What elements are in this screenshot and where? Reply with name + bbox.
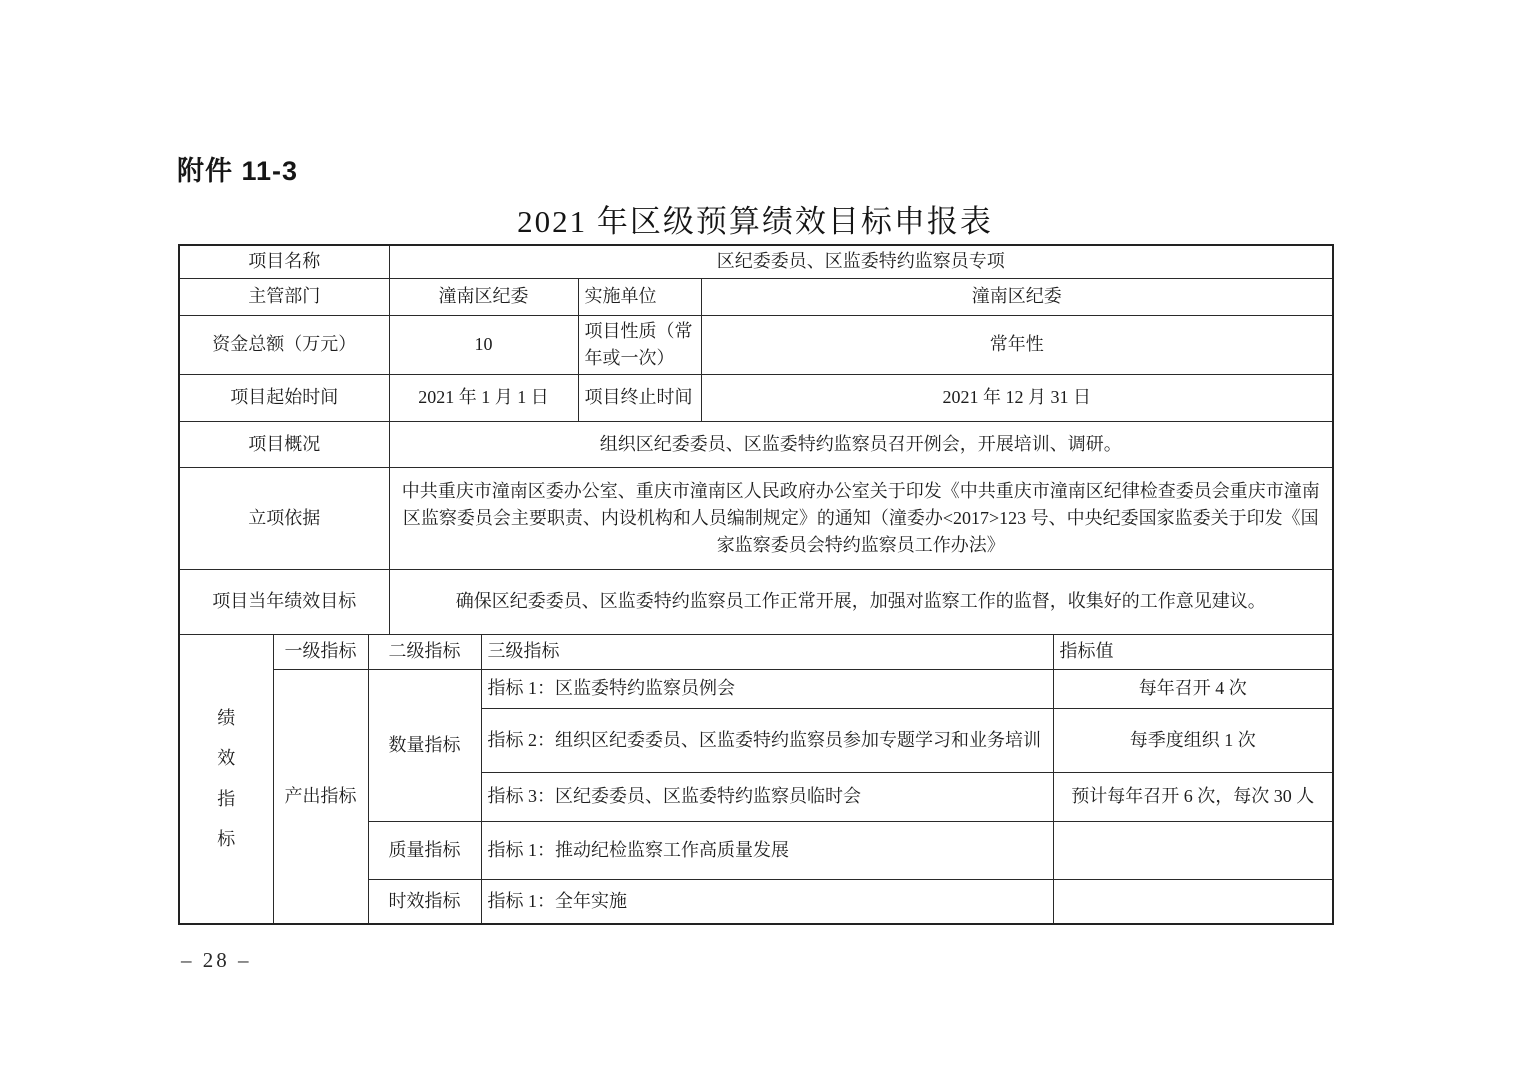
level2-quality-indicator: 质量指标 bbox=[368, 821, 481, 879]
end-date-label: 项目终止时间 bbox=[578, 374, 701, 421]
start-date-value: 2021 年 1 月 1 日 bbox=[389, 374, 578, 421]
level2-timeliness-indicator: 时效指标 bbox=[368, 879, 481, 924]
row-funds-nature bbox=[179, 315, 1333, 374]
project-overview-label: 项目概况 bbox=[179, 421, 389, 467]
annual-target-value: 确保区纪委委员、区监委特约监察员工作正常开展，加强对监察工作的监督，收集好的工作意见建议。 bbox=[389, 569, 1333, 634]
row-annual-target bbox=[179, 569, 1333, 634]
level1-output-indicator: 产出指标 bbox=[273, 669, 368, 924]
project-overview-value: 组织区纪委委员、区监委特约监察员召开例会，开展培训、调研。 bbox=[389, 421, 1333, 467]
project-name-value: 区纪委委员、区监委特约监察员专项 bbox=[389, 245, 1333, 278]
level3-indicator-2: 指标 2：组织区纪委委员、区监委特约监察员参加专题学习和业务培训 bbox=[481, 708, 1053, 772]
page-number: – 28 – bbox=[181, 948, 252, 972]
level3-indicator-3: 指标 3：区纪委委员、区监委特约监察员临时会 bbox=[481, 772, 1053, 821]
start-date-label: 项目起始时间 bbox=[179, 374, 389, 421]
total-funds-label: 资金总额（万元） bbox=[179, 315, 389, 374]
indicator-value-quality bbox=[1053, 821, 1333, 879]
indicator-section-cell bbox=[179, 634, 273, 924]
indicator-value-3: 预计每年召开 6 次，每次 30 人 bbox=[1053, 772, 1333, 821]
indicator-section-label: 绩效指标 bbox=[217, 707, 236, 850]
row-project-name bbox=[179, 245, 1333, 278]
implementing-unit-value: 潼南区纪委 bbox=[701, 278, 1333, 315]
document-title: 2021 年区级预算绩效目标申报表 bbox=[517, 204, 993, 239]
annual-target-label: 项目当年绩效目标 bbox=[179, 569, 389, 634]
row-departments bbox=[179, 278, 1333, 315]
header-level2: 二级指标 bbox=[368, 634, 481, 669]
approval-basis-value: 中共重庆市潼南区委办公室、重庆市潼南区人民政府办公室关于印发《中共重庆市潼南区纪律检查委员会重庆市潼南区监察委员会主要职责、内设机构和人员编制规定》的通知（潼委办<2017>123 号、中央纪委国家监委关于印发《国家监察委员会特约监察员工作办法》 bbox=[389, 467, 1333, 569]
header-level1: 一级指标 bbox=[273, 634, 368, 669]
row-overview bbox=[179, 421, 1333, 467]
row-dates bbox=[179, 374, 1333, 421]
competent-department-value: 潼南区纪委 bbox=[389, 278, 578, 315]
row-approval-basis bbox=[179, 467, 1333, 569]
level3-timeliness-1: 指标 1：全年实施 bbox=[481, 879, 1053, 924]
project-name-label: 项目名称 bbox=[179, 245, 389, 278]
project-nature-value: 常年性 bbox=[701, 315, 1333, 374]
approval-basis-label: 立项依据 bbox=[179, 467, 389, 569]
header-indicator-value: 指标值 bbox=[1053, 634, 1333, 669]
level2-quantity-indicator: 数量指标 bbox=[368, 669, 481, 821]
project-nature-label: 项目性质（常年或一次） bbox=[578, 315, 701, 374]
indicator-value-2: 每季度组织 1 次 bbox=[1053, 708, 1333, 772]
declaration-form-table bbox=[178, 244, 1334, 925]
header-level3: 三级指标 bbox=[481, 634, 1053, 669]
indicator-value-1: 每年召开 4 次 bbox=[1053, 669, 1333, 708]
competent-department-label: 主管部门 bbox=[179, 278, 389, 315]
title-wrap bbox=[178, 196, 1332, 241]
level3-quality-1: 指标 1：推动纪检监察工作高质量发展 bbox=[481, 821, 1053, 879]
total-funds-value: 10 bbox=[389, 315, 578, 374]
row-indicator-headers bbox=[179, 634, 1333, 669]
indicator-value-timeliness bbox=[1053, 879, 1333, 924]
implementing-unit-label: 实施单位 bbox=[578, 278, 701, 315]
level3-indicator-1: 指标 1：区监委特约监察员例会 bbox=[481, 669, 1053, 708]
end-date-value: 2021 年 12 月 31 日 bbox=[701, 374, 1333, 421]
indicator-row bbox=[179, 669, 1333, 708]
attachment-label: 附件 11-3 bbox=[177, 156, 299, 186]
